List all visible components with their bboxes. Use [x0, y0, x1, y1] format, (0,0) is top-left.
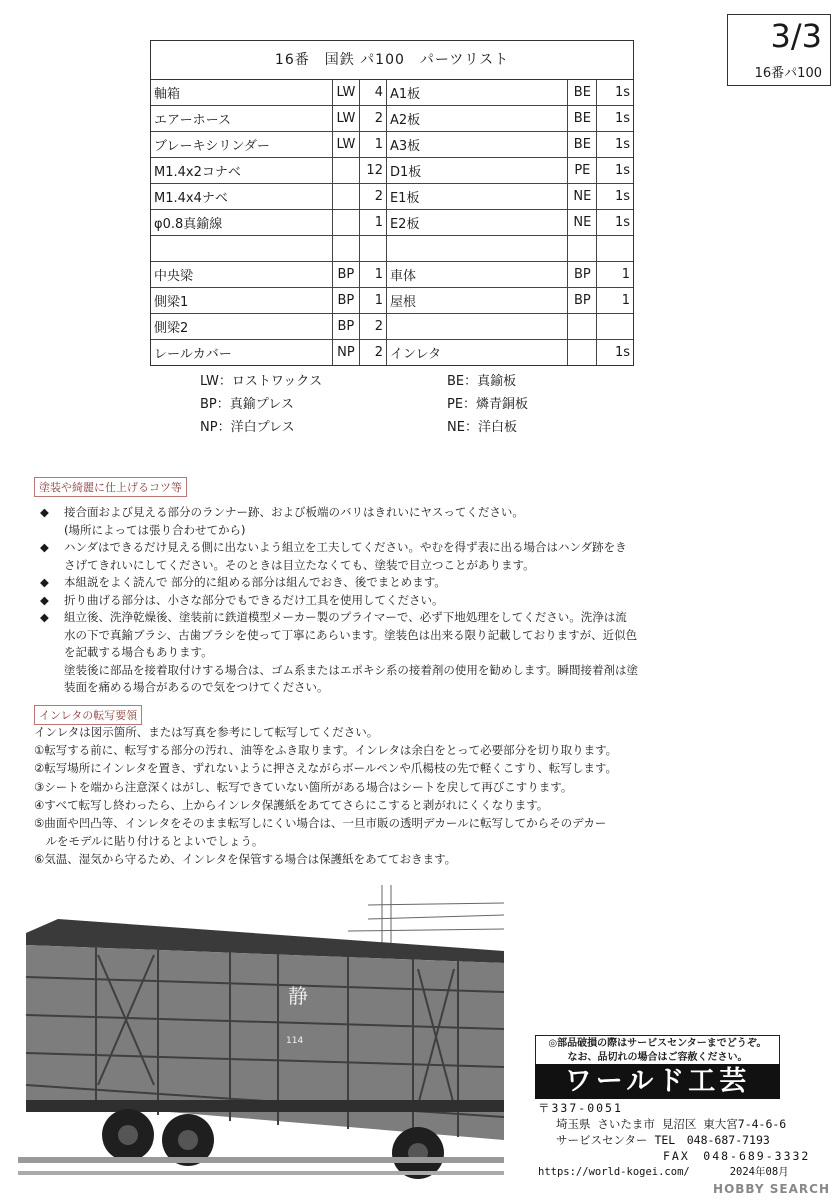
parts-cell-r-mat [568, 340, 597, 366]
parts-cell-l-mat: LW [332, 132, 359, 158]
tip-item [38, 539, 638, 574]
address: 埼玉県 さいたま市 見沼区 東大宮7-4-6-6 [556, 1117, 787, 1131]
parts-cell-l-mat: BP [332, 288, 359, 314]
bullet-diamond-icon: ◆ [40, 575, 49, 589]
parts-cell-l-qty: 2 [359, 314, 386, 340]
parts-cell-l-name: ブレーキシリンダー [151, 132, 332, 158]
parts-cell-r-name: インレタ [386, 340, 567, 366]
parts-row [151, 80, 633, 106]
tip-item [38, 592, 638, 610]
issue-date: 2024年08月 [729, 1166, 789, 1178]
parts-table [151, 80, 633, 365]
parts-row [151, 340, 633, 366]
parts-cell-r-qty: 1 [597, 262, 633, 288]
parts-cell-l-name: 側梁1 [151, 288, 332, 314]
bullet-diamond-icon: ◆ [40, 505, 49, 519]
parts-row [151, 262, 633, 288]
parts-cell-l-mat [332, 158, 359, 184]
bullet-diamond-icon: ◆ [40, 540, 49, 554]
transfer-line: ③シートを端から注意深くはがし、転写できていない箇所がある場合はシートを戻して再びこすります。 [34, 779, 573, 794]
parts-cell-l-mat [332, 236, 359, 262]
parts-cell-r-mat: BP [568, 262, 597, 288]
parts-cell-r-name [386, 314, 567, 340]
parts-cell-l-mat: BP [332, 262, 359, 288]
parts-row [151, 132, 633, 158]
parts-cell-l-name: M1.4x2コナベ [151, 158, 332, 184]
parts-cell-l-name: φ0.8真鍮線 [151, 210, 332, 236]
tip-text: 組立後、洗浄乾燥後、塗装前に鉄道模型メーカー製のプライマーで、必ず下地処理をしてください。洗浄は流水の下で真鍮ブラシ、古歯ブラシを使って丁寧にあらいます。塗装色は出来る限り記載しておりますが、近似色を記載する場合もあります。 [64, 610, 638, 659]
parts-cell-l-mat [332, 210, 359, 236]
tip-item [38, 504, 638, 522]
parts-cell-l-qty: 2 [359, 106, 386, 132]
transfer-line: ②転写場所にインレタを置き、ずれないように押さえながらボールペンや爪楊枝の先で軽くこすり、転写します。 [34, 761, 617, 776]
parts-cell-l-mat: BP [332, 314, 359, 340]
parts-cell-r-name [386, 236, 567, 262]
parts-cell-l-qty: 2 [359, 340, 386, 366]
parts-cell-r-mat: NE [568, 184, 597, 210]
tip-text: ハンダはできるだけ見える側に出ないよう組立を工夫してください。やむを得ず表に出る場合はハンダ跡をきさげてきれいにしてください。そのときは目立たなくても、塗装で目立つことがあります。 [64, 540, 627, 572]
parts-cell-l-name: エアーホース [151, 106, 332, 132]
legend-left [200, 370, 322, 439]
tips-list [38, 504, 638, 697]
parts-cell-r-qty: 1s [597, 132, 633, 158]
parts-cell-l-qty: 1 [359, 262, 386, 288]
parts-cell-r-name: E2板 [386, 210, 567, 236]
parts-cell-r-qty: 1 [597, 288, 633, 314]
transfer-steps [34, 723, 654, 869]
parts-cell-l-name [151, 236, 332, 262]
parts-list [150, 40, 634, 366]
parts-cell-r-qty: 1s [597, 106, 633, 132]
legend-item: PE：燐青銅板 [447, 397, 529, 412]
tips-heading: 塗装や綺麗に仕上げるコツ等 [34, 477, 187, 497]
parts-row [151, 236, 633, 262]
parts-cell-l-name: 側梁2 [151, 314, 332, 340]
parts-cell-r-mat: PE [568, 158, 597, 184]
parts-cell-l-qty: 12 [359, 158, 386, 184]
fax: FAX 048-689-3332 [663, 1149, 811, 1163]
service-note: ◎部品破損の際はサービスセンターまでどうぞ。 [548, 1038, 767, 1049]
parts-cell-r-qty: 1s [597, 158, 633, 184]
transfer-line: ⑥気温、湿気から守るため、インレタを保管する場合は保護紙をあてておきます。 [34, 852, 457, 867]
parts-cell-r-mat: BP [568, 288, 597, 314]
legend-item: NP：洋白プレス [200, 420, 295, 435]
tip-text: 折り曲げる部分は、小さな部分でもできるだけ工具を使用してください。 [64, 592, 444, 607]
parts-cell-r-qty [597, 314, 633, 340]
transfer-line: ⑤曲面や凹凸等、インレタをそのまま転写しにくい場合は、一旦市販の透明デカールに転写してからそのデカー [34, 816, 607, 831]
parts-row [151, 288, 633, 314]
car-mark: 静 [288, 984, 308, 1008]
parts-list-title: 16番 国鉄 パ100 パーツリスト [151, 41, 633, 80]
freight-car-illustration [18, 885, 504, 1185]
parts-cell-r-name: D1板 [386, 158, 567, 184]
parts-row [151, 158, 633, 184]
parts-cell-r-name: A3板 [386, 132, 567, 158]
parts-cell-l-qty: 4 [359, 80, 386, 106]
parts-cell-r-mat: NE [568, 210, 597, 236]
page-number: 3/3 [770, 17, 822, 55]
parts-cell-r-mat [568, 314, 597, 340]
parts-cell-r-qty: 1s [597, 80, 633, 106]
transfer-line: ④すべて転写し終わったら、上からインレタ保護紙をあててさらにこすると剥がれにくくなります。 [34, 797, 549, 812]
parts-row [151, 184, 633, 210]
parts-row [151, 314, 633, 340]
company-address-block [538, 1100, 810, 1180]
legend-item: LW：ロストワックス [200, 374, 323, 389]
website-link[interactable]: https://world-kogei.com/ [538, 1166, 690, 1178]
parts-row [151, 210, 633, 236]
parts-cell-l-mat: NP [332, 340, 359, 366]
parts-cell-l-qty: 1 [359, 132, 386, 158]
parts-cell-r-mat: BE [568, 132, 597, 158]
parts-cell-r-qty: 1s [597, 184, 633, 210]
parts-cell-l-mat: LW [332, 80, 359, 106]
parts-cell-l-qty: 1 [359, 288, 386, 314]
bullet-diamond-icon: ◆ [40, 592, 49, 607]
hobby-search-watermark: HOBBY SEARCH [713, 1182, 830, 1196]
parts-cell-l-name: レールカバー [151, 340, 332, 366]
postal-code: 〒337-0051 [538, 1101, 623, 1115]
legend-item: NE：洋白板 [447, 420, 517, 435]
legend-right [447, 370, 528, 439]
parts-cell-r-name: 車体 [386, 262, 567, 288]
transfer-heading: インレタの転写要領 [34, 705, 142, 725]
transfer-line: ルをモデルに貼り付けるとよいでしょう。 [34, 834, 264, 849]
parts-cell-l-mat [332, 184, 359, 210]
parts-cell-r-mat: BE [568, 80, 597, 106]
legend-item: BP：真鍮プレス [200, 397, 294, 412]
page-number-box [727, 14, 831, 86]
freight-car-photo [18, 885, 504, 1185]
tip-extra: (場所によっては張り合わせてから) [64, 522, 246, 537]
transfer-line: インレタは図示箇所、または写真を参考にして転写してください。 [34, 725, 379, 739]
parts-cell-l-mat: LW [332, 106, 359, 132]
tip-item [38, 609, 638, 662]
stock-note: なお、品切れの場合はご容赦ください。 [567, 1052, 748, 1063]
phone: サービスセンター TEL 048-687-7193 [556, 1133, 770, 1147]
company-box [535, 1035, 780, 1099]
parts-cell-l-qty: 1 [359, 210, 386, 236]
parts-cell-r-name: A1板 [386, 80, 567, 106]
parts-cell-l-qty: 2 [359, 184, 386, 210]
page-subtitle: 16番パ100 [754, 66, 822, 81]
parts-cell-r-name: 屋根 [386, 288, 567, 314]
parts-cell-l-name: 中央梁 [151, 262, 332, 288]
parts-row [151, 106, 633, 132]
parts-cell-r-name: E1板 [386, 184, 567, 210]
parts-cell-r-mat [568, 236, 597, 262]
company-logo: ワールド工芸 [535, 1064, 780, 1099]
legend-item: BE：真鍮板 [447, 374, 517, 389]
parts-cell-r-qty: 1s [597, 340, 633, 366]
parts-cell-r-name: A2板 [386, 106, 567, 132]
bullet-diamond-icon: ◆ [40, 610, 49, 624]
tip-text: 本組説をよく読んで 部分的に組める部分は組んでおき、後でまとめます。 [64, 575, 446, 589]
transfer-line: ①転写する前に、転写する部分の汚れ、油等をふき取ります。インレタは余白をとって必要部分を切り取ります。 [34, 743, 618, 758]
parts-cell-r-qty: 1s [597, 210, 633, 236]
parts-cell-r-qty [597, 236, 633, 262]
car-number: 114 [286, 1036, 304, 1046]
parts-cell-l-name: M1.4x4ナベ [151, 184, 332, 210]
parts-cell-l-name: 軸箱 [151, 80, 332, 106]
parts-cell-r-mat: BE [568, 106, 597, 132]
parts-cell-l-qty [359, 236, 386, 262]
tip-item [38, 574, 638, 592]
tip-text: 接合面および見える部分のランナー跡、および板端のバリはきれいにヤスってください。 [64, 505, 524, 519]
tip-extra: 塗装後に部品を接着取付けする場合は、ゴム系またはエポキシ系の接着剤の使用を勧めします。瞬間接着剤は塗装面を痛める場合があるので気をつけてください。 [64, 662, 638, 694]
